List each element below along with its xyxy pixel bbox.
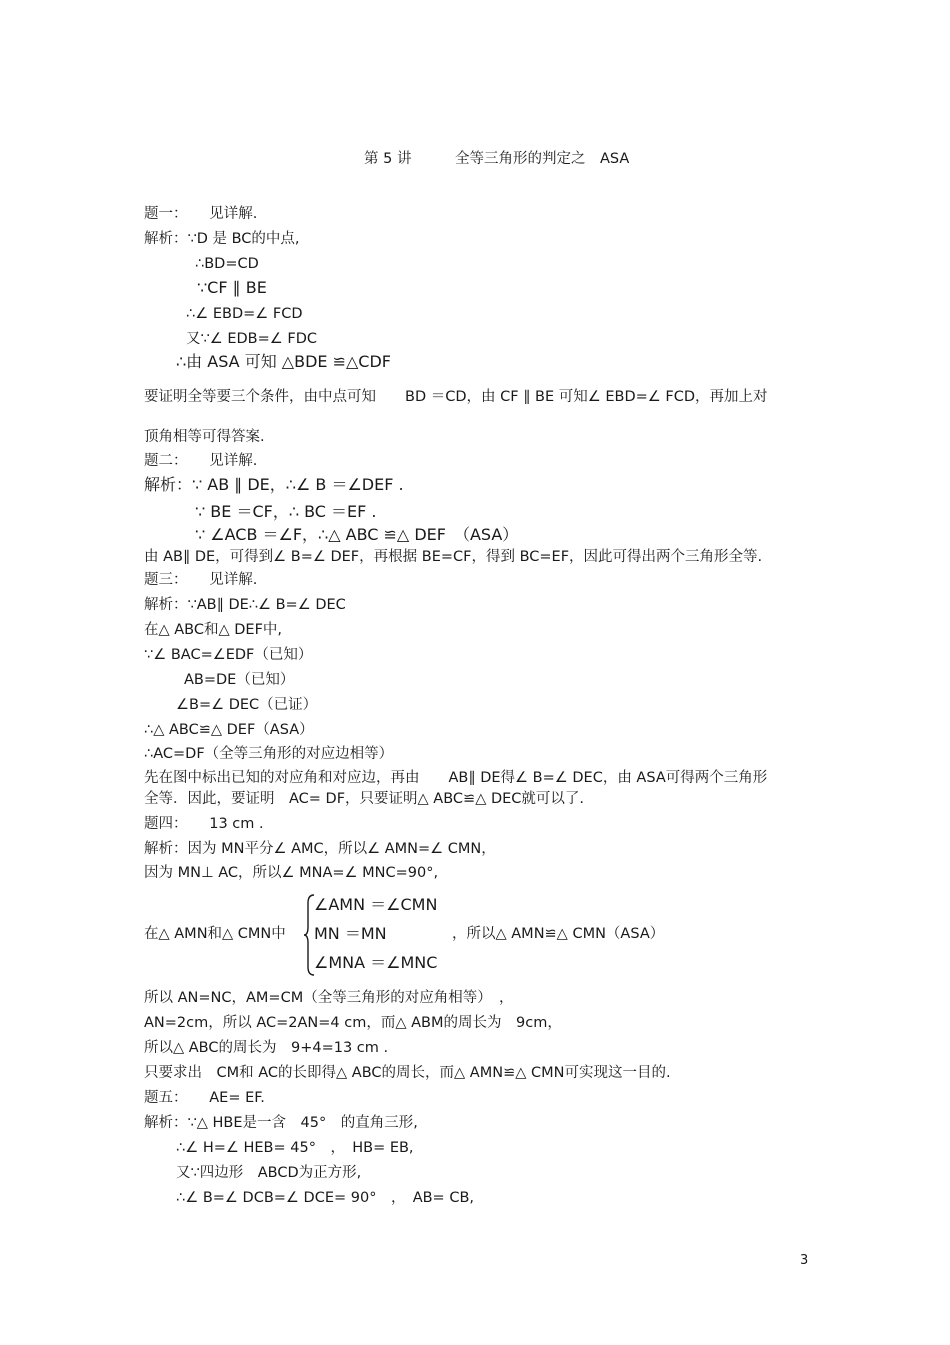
text-line: 在△ AMN和△ CMN中 xyxy=(144,926,286,942)
text-line: ，所以△ AMN≌△ CMN（ASA） xyxy=(452,926,665,942)
text-line: 只要求出 CM和 AC的长即得△ ABC的周长，而△ AMN≌△ CMN可实现这一目的. xyxy=(144,1065,671,1081)
text-line: ∴BD=CD xyxy=(195,256,259,272)
text-line: 又∵∠ EDB=∠ FDC xyxy=(186,331,317,347)
text-line: 在△ ABC和△ DEF中, xyxy=(144,622,283,638)
text-line: 全等．因此，要证明 AC= DF，只要证明△ ABC≌△ DEC就可以了. xyxy=(144,791,585,807)
text-line: 解析：因为 MN平分∠ AMC，所以∠ AMN=∠ CMN， xyxy=(144,841,496,857)
text-line: 题一： 见详解. xyxy=(144,206,258,222)
text-line: 顶角相等可得答案. xyxy=(144,429,265,445)
text-line: 先在图中标出已知的对应角和对应边，再由 AB∥ DE得∠ B=∠ DEC，由 ASA可得两个三角形 xyxy=(144,770,768,786)
text-line: 由 AB∥ DE，可得到∠ B=∠ DEF，再根据 BE=CF，得到 BC=EF，因此可得出两个三角形全等. xyxy=(144,549,763,565)
text-line: 解析：∵AB∥ DE∴∠ B=∠ DEC xyxy=(144,597,346,613)
text-line: ∵ ∠ACB ＝∠F，∴△ ABC ≌△ DEF （ASA） xyxy=(195,525,519,544)
text-line: ∴∠ EBD=∠ FCD xyxy=(186,306,303,322)
text-line: ∵∠ BAC=∠EDF（已知） xyxy=(144,647,313,663)
text-line: 要证明全等要三个条件，由中点可知 BD ＝CD，由 CF ∥ BE 可知∠ EBD=∠ FCD，再加上对 xyxy=(144,389,768,405)
text-line: 所以△ ABC的周长为 9+4=13 cm . xyxy=(144,1040,389,1056)
text-line: ∴由 ASA 可知 △BDE ≌△CDF xyxy=(176,352,391,371)
text-line: 所以 AN=NC，AM=CM（全等三角形的对应角相等） ， xyxy=(144,990,514,1006)
text-line: 因为 MN⊥ AC，所以∠ MNA=∠ MNC=90°, xyxy=(144,865,439,881)
text-line: ∴△ ABC≌△ DEF（ASA） xyxy=(144,722,314,738)
text-line: 题二： 见详解. xyxy=(144,453,258,469)
text-line: ∴∠ B=∠ DCB=∠ DCE= 90° ， AB= CB, xyxy=(176,1190,475,1206)
text-line: 解析：∵△ HBE是一含 45° 的直角三形, xyxy=(144,1115,418,1131)
text-line: 题三： 见详解. xyxy=(144,572,258,588)
page-number: 3 xyxy=(800,1253,809,1268)
page-title: 第 5 讲 全等三角形的判定之 ASA xyxy=(364,151,630,167)
text-line: ∵ BE ＝CF，∴ BC ＝EF . xyxy=(195,502,377,521)
system-line: ∠AMN ＝∠CMN xyxy=(314,895,438,914)
text-line: AN=2cm，所以 AC=2AN=4 cm，而△ ABM的周长为 9cm， xyxy=(144,1015,562,1031)
system-line: ∠MNA ＝∠MNC xyxy=(314,953,438,972)
text-line: ∴AC=DF（全等三角形的对应边相等） xyxy=(144,746,394,762)
text-line: 解析：∵ AB ∥ DE，∴∠ B ＝∠DEF . xyxy=(144,475,404,494)
text-line: 又∵四边形 ABCD为正方形, xyxy=(176,1165,362,1181)
text-line: ∴∠ H=∠ HEB= 45° ， HB= EB, xyxy=(176,1140,414,1156)
text-line: 题五： AE= EF. xyxy=(144,1090,265,1106)
text-line: 题四： 13 cm . xyxy=(144,816,264,832)
text-line: AB=DE（已知） xyxy=(184,672,295,688)
system-line: MN ＝MN xyxy=(314,924,387,943)
text-line: ∠B=∠ DEC（已证） xyxy=(176,697,318,713)
text-line: ∵CF ∥ BE xyxy=(197,278,267,297)
text-line: 解析：∵D 是 BC的中点, xyxy=(144,231,300,247)
